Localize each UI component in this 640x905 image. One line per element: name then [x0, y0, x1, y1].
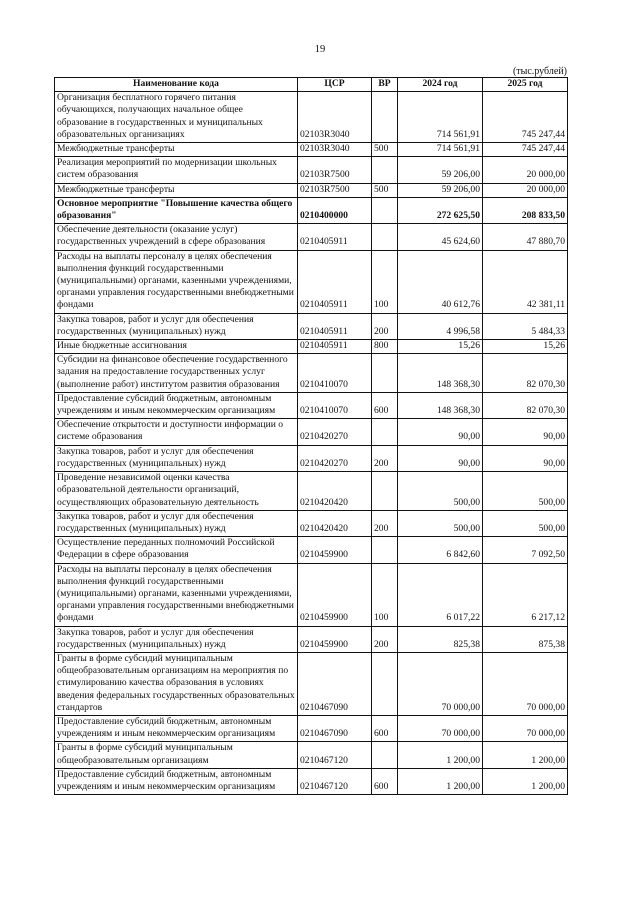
- table-row: [55, 92, 568, 143]
- row-name: Закупка товаров, работ и услуг для обеспечения государственных (муниципальных) нужд: [55, 445, 298, 471]
- table-row: [55, 510, 568, 536]
- row-value-2024: 714 561,91: [398, 143, 483, 157]
- row-name: Гранты в форме субсидий муниципальным общеобразовательным организациям: [55, 742, 298, 768]
- header-csr: ЦСР: [298, 78, 372, 92]
- header-2025: 2025 год: [483, 78, 568, 92]
- row-vr: [372, 354, 398, 393]
- table-row: [55, 652, 568, 715]
- row-value-2025: 47 880,70: [483, 224, 568, 250]
- row-csr: 0210400000: [298, 197, 372, 223]
- row-vr: [372, 157, 398, 183]
- row-value-2025: 82 070,30: [483, 354, 568, 393]
- table-row: [55, 157, 568, 183]
- table-header-row: [55, 78, 568, 92]
- row-vr: 100: [372, 250, 398, 313]
- row-value-2025: 90,00: [483, 419, 568, 445]
- row-vr: [372, 472, 398, 511]
- row-value-2024: 1 200,00: [398, 742, 483, 768]
- header-name: Наименование кода: [55, 78, 298, 92]
- row-value-2025: 90,00: [483, 445, 568, 471]
- table-row: [55, 563, 568, 626]
- row-csr: 0210405911: [298, 313, 372, 339]
- row-value-2024: 500,00: [398, 510, 483, 536]
- row-vr: 500: [372, 183, 398, 197]
- row-value-2024: 59 206,00: [398, 157, 483, 183]
- units-note: (тыс.рублей): [512, 66, 567, 77]
- table-row: [55, 224, 568, 250]
- header-2024: 2024 год: [398, 78, 483, 92]
- row-name: Осуществление переданных полномочий Российской Федерации в сфере образования: [55, 537, 298, 563]
- row-csr: 0210405911: [298, 250, 372, 313]
- row-name: Обеспечение открытости и доступности информации о системе образования: [55, 419, 298, 445]
- budget-table: [54, 77, 568, 795]
- row-csr: 0210467120: [298, 768, 372, 794]
- row-csr: 02103R3040: [298, 143, 372, 157]
- header-vr: ВР: [372, 78, 398, 92]
- row-csr: 02103R7500: [298, 157, 372, 183]
- row-value-2025: 70 000,00: [483, 715, 568, 741]
- row-csr: 0210420270: [298, 445, 372, 471]
- row-value-2025: 208 833,50: [483, 197, 568, 223]
- row-value-2025: 500,00: [483, 510, 568, 536]
- row-vr: 800: [372, 340, 398, 354]
- row-csr: 0210459900: [298, 537, 372, 563]
- row-csr: 0210459900: [298, 563, 372, 626]
- row-name: Гранты в форме субсидий муниципальным общеобразовательным организациям на мероприятия по стимулированию качества образования в условиях введения федеральных государственных образовательных стандартов: [55, 652, 298, 715]
- row-vr: 200: [372, 626, 398, 652]
- row-name: Реализация мероприятий по модернизации школьных систем образования: [55, 157, 298, 183]
- row-name: Основное мероприятие "Повышение качества общего образования": [55, 197, 298, 223]
- table-row: [55, 537, 568, 563]
- row-vr: 200: [372, 445, 398, 471]
- row-value-2024: 1 200,00: [398, 768, 483, 794]
- row-value-2024: 825,38: [398, 626, 483, 652]
- row-csr: 02103R7500: [298, 183, 372, 197]
- row-vr: 500: [372, 143, 398, 157]
- row-vr: [372, 92, 398, 143]
- row-vr: [372, 419, 398, 445]
- row-value-2024: 6 842,60: [398, 537, 483, 563]
- table-row: [55, 392, 568, 418]
- page-number: 19: [314, 44, 326, 55]
- row-name: Расходы на выплаты персоналу в целях обеспечения выполнения функций государственными (муниципальными) органами, казенными учреждениями, органами управления государственными внебюджетными фондами: [55, 250, 298, 313]
- row-name: Обеспечение деятельности (оказание услуг) государственных учреждений в сфере образования: [55, 224, 298, 250]
- row-csr: 0210405911: [298, 340, 372, 354]
- row-vr: 200: [372, 313, 398, 339]
- table-row: [55, 768, 568, 794]
- table-row: [55, 197, 568, 223]
- row-value-2024: 272 625,50: [398, 197, 483, 223]
- row-value-2025: 70 000,00: [483, 652, 568, 715]
- row-csr: 0210405911: [298, 224, 372, 250]
- row-name: Расходы на выплаты персоналу в целях обеспечения выполнения функций государственными (муниципальными) органами, казенными учреждениями, органами управления государственными внебюджетными фондами: [55, 563, 298, 626]
- row-value-2024: 15,26: [398, 340, 483, 354]
- row-name: Межбюджетные трансферты: [55, 143, 298, 157]
- row-value-2025: 82 070,30: [483, 392, 568, 418]
- table-row: [55, 472, 568, 511]
- row-value-2024: 714 561,91: [398, 92, 483, 143]
- row-vr: 600: [372, 768, 398, 794]
- row-csr: 0210459900: [298, 626, 372, 652]
- row-vr: 200: [372, 510, 398, 536]
- table-row: [55, 250, 568, 313]
- table-row: [55, 183, 568, 197]
- row-value-2024: 70 000,00: [398, 715, 483, 741]
- row-csr: 0210467090: [298, 652, 372, 715]
- row-vr: 600: [372, 715, 398, 741]
- row-csr: 0210410070: [298, 354, 372, 393]
- row-value-2024: 148 368,30: [398, 392, 483, 418]
- row-value-2025: 5 484,33: [483, 313, 568, 339]
- row-name: Предоставление субсидий бюджетным, автономным учреждениям и иным некоммерческим организациям: [55, 715, 298, 741]
- row-vr: [372, 537, 398, 563]
- row-name: Закупка товаров, работ и услуг для обеспечения государственных (муниципальных) нужд: [55, 510, 298, 536]
- row-name: Предоставление субсидий бюджетным, автономным учреждениям и иным некоммерческим организациям: [55, 392, 298, 418]
- row-value-2025: 20 000,00: [483, 183, 568, 197]
- row-name: Предоставление субсидий бюджетным, автономным учреждениям и иным некоммерческим организациям: [55, 768, 298, 794]
- row-value-2024: 90,00: [398, 419, 483, 445]
- row-value-2024: 148 368,30: [398, 354, 483, 393]
- row-name: Субсидии на финансовое обеспечение государственного задания на предоставление государственных услуг (выполнение работ) институтом развития образования: [55, 354, 298, 393]
- row-value-2025: 1 200,00: [483, 742, 568, 768]
- row-vr: 100: [372, 563, 398, 626]
- row-value-2025: 7 092,50: [483, 537, 568, 563]
- row-name: Иные бюджетные ассигнования: [55, 340, 298, 354]
- row-csr: 0210467090: [298, 715, 372, 741]
- table-body: [55, 92, 568, 795]
- row-value-2024: 45 624,60: [398, 224, 483, 250]
- table-row: [55, 742, 568, 768]
- row-value-2024: 500,00: [398, 472, 483, 511]
- row-value-2025: 745 247,44: [483, 92, 568, 143]
- table-row: [55, 445, 568, 471]
- row-value-2025: 500,00: [483, 472, 568, 511]
- row-value-2025: 6 217,12: [483, 563, 568, 626]
- row-csr: 0210420270: [298, 419, 372, 445]
- row-value-2024: 70 000,00: [398, 652, 483, 715]
- row-vr: [372, 224, 398, 250]
- row-value-2024: 90,00: [398, 445, 483, 471]
- row-vr: [372, 742, 398, 768]
- row-name: Проведение независимой оценки качества образовательной деятельности организаций, осуществляющих образовательную деятельность: [55, 472, 298, 511]
- row-vr: [372, 652, 398, 715]
- row-value-2025: 42 381,11: [483, 250, 568, 313]
- row-value-2024: 59 206,00: [398, 183, 483, 197]
- table-row: [55, 354, 568, 393]
- row-value-2025: 1 200,00: [483, 768, 568, 794]
- row-csr: 0210467120: [298, 742, 372, 768]
- row-value-2024: 40 612,76: [398, 250, 483, 313]
- row-vr: 600: [372, 392, 398, 418]
- row-value-2025: 15,26: [483, 340, 568, 354]
- table-row: [55, 340, 568, 354]
- row-value-2025: 745 247,44: [483, 143, 568, 157]
- row-value-2025: 20 000,00: [483, 157, 568, 183]
- row-name: Закупка товаров, работ и услуг для обеспечения государственных (муниципальных) нужд: [55, 313, 298, 339]
- row-csr: 0210420420: [298, 472, 372, 511]
- row-csr: 0210420420: [298, 510, 372, 536]
- row-value-2024: 4 996,58: [398, 313, 483, 339]
- table-row: [55, 626, 568, 652]
- row-value-2025: 875,38: [483, 626, 568, 652]
- table-row: [55, 419, 568, 445]
- row-name: Межбюджетные трансферты: [55, 183, 298, 197]
- row-csr: 0210410070: [298, 392, 372, 418]
- table-row: [55, 715, 568, 741]
- row-value-2024: 6 017,22: [398, 563, 483, 626]
- row-vr: [372, 197, 398, 223]
- table-row: [55, 143, 568, 157]
- row-name: Организация бесплатного горячего питания обучающихся, получающих начальное общее образование в государственных и муниципальных образовательных организациях: [55, 92, 298, 143]
- table-row: [55, 313, 568, 339]
- row-csr: 02103R3040: [298, 92, 372, 143]
- row-name: Закупка товаров, работ и услуг для обеспечения государственных (муниципальных) нужд: [55, 626, 298, 652]
